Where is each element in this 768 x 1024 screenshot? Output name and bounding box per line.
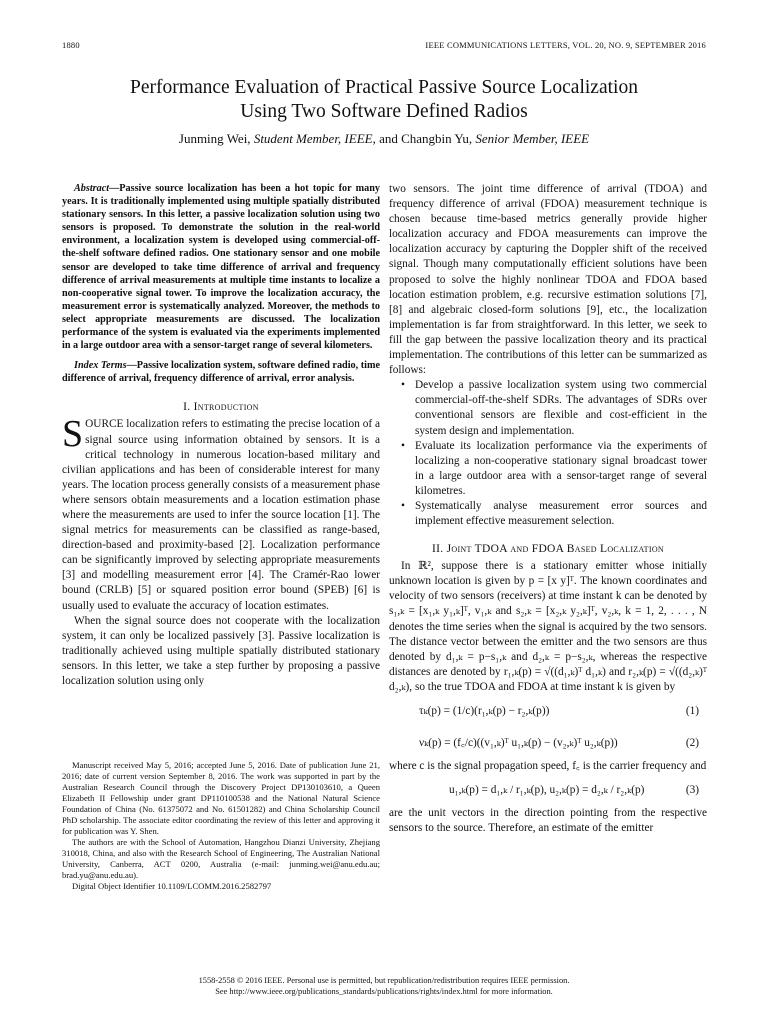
- right-paragraph-3: where c is the signal propagation speed, f꜀ is the carrier frequency and: [389, 760, 707, 772]
- title-line-1: Performance Evaluation of Practical Passive Source Localization: [130, 77, 638, 98]
- section-1-heading: I. Introduction: [183, 401, 259, 414]
- abstract: [62, 182, 380, 352]
- right-column: [389, 182, 707, 836]
- equation-1-number: (1): [685, 705, 699, 717]
- left-column: [62, 182, 380, 689]
- abstract-text: —Passive source localization has been a hot topic for many years. It is traditionally implemented using multiple spatially distributed stationary sensors. In this letter, a passive localization solution using two sensors is proposed. To demonstrate the solution in the real-world environment, a localization system is developed using commercial-off-the-shelf software defined radios. One stationary sensor and one mobile sensor are developed to take time difference of arrival and frequency difference of arrival measurements at multiple time instants to localize a non-cooperative signal tower. To improve the localization accuracy, the measurement error is systematically analyzed. Moreover, the methods to select appropriate measurements are discussed. The localization performance of the system is evaluated via the experiments implemented in a large outdoor area with a sensor-target range of several kilometers.: [62, 183, 380, 352]
- list-item: • Systematically analyse measurement error sources and implement effective measurement selection.: [399, 499, 707, 529]
- author-2-role: Senior Member, IEEE: [475, 131, 590, 146]
- equation-1: [389, 695, 707, 727]
- equation-3: [389, 774, 707, 806]
- list-item: • Evaluate its localization performance via the experiments of localizing a non-cooperative stationary signal broadcast tower in a large outdoor area with a sensor-target range of several kilometres.: [399, 439, 707, 499]
- author-conj: , and Changbin Yu,: [372, 131, 473, 146]
- footer-line-2: See http://www.ieee.org/publications_standards/publications/rights/index.html for more information.: [215, 987, 553, 996]
- equation-3-body: u₁,ₖ(p) = d₁,ₖ / r₁,ₖ(p), u₂,ₖ(p) = d₂,ₖ / r₂,ₖ(p): [449, 784, 645, 797]
- copyright-footer: [0, 975, 768, 997]
- title-line-2: Using Two Software Defined Radios: [240, 101, 528, 122]
- equation-2-body: νₖ(p) = (f꜀/c)((v₁,ₖ)ᵀ u₁,ₖ(p) − (v₂,ₖ)ᵀ u₂,ₖ(p)): [419, 737, 618, 749]
- equation-3-number: (3): [685, 784, 699, 797]
- intro-p1-text: OURCE localization refers to estimating the precise location of a signal source using information obtained by sensors. It is a critical technology in numerous location-based military and civilian applications and has been of considerable interest for many years. The location process generally consists of a measurement phase where sensors obtain measurements and a location estimation phase where the measurements are used to infer the source location [1]. The signal metrics for measurements can be classified as range-based, direction-based and proximity-based [2]. Localization performance can be significantly improved by selecting appropriate measurements [3] and modelling measurement error [4]. The Cramér-Rao lower bound (CRLB) [5] or squared position error bound (SPEB) [6] is usually used to evaluate the accuracy of location estimates.: [62, 418, 380, 612]
- drop-cap: S: [62, 413, 84, 456]
- footer-line-1: 1558-2558 © 2016 IEEE. Personal use is permitted, but republication/redistribution requires IEEE permission.: [198, 976, 570, 985]
- right-paragraph-1: two sensors. The joint time difference of arrival (TDOA) and frequency difference of arrival (FDOA) measurement technique is chosen because time-based metrics generally provide higher localization accuracy and FDOA measurements can improve the localization accuracy by capturing the Doppler shift of the received signal. Though many computationally efficient solutions have been proposed to solve the highly nonlinear TDOA and FDOA based location estimation problem, e.g. recursive estimation solutions [7], [8] and algebraic closed-form solutions [9], etc., the localization implementation is far from straightforward. In this letter, we seek to fill the gap between the passive localization theory and its practical implementation. The contributions of this letter can be summarized as follows:: [389, 183, 707, 377]
- footnote-manuscript: Manuscript received May 5, 2016; accepted June 5, 2016. Date of publication June 21, 2016; date of current version September 8, 2016. The work was supported in part by the Australian Research Council through the Discovery Project DP130103610, a Queen Elizabeth II Fellowship under grant DP110100538 and the National Natural Science Foundation of China (No. 61375072 and No. 61501282) and China Scholarship Council PhD scholarship. The associate editor coordinating the review of this letter and approving it for publication was Y. Shen.: [62, 760, 380, 836]
- contributions-list: [399, 378, 707, 529]
- index-terms-label: Index Terms: [74, 360, 127, 372]
- index-terms: [62, 359, 380, 385]
- equation-2-number: (2): [685, 737, 699, 749]
- intro-paragraph-2: When the signal source does not cooperate with the localization system, it can only be localized passively [3]. Passive localization is traditionally achieved using multiple spatially distributed stationary sensors. In this letter, we take a step further by proposing a passive localization solution using only: [62, 614, 380, 687]
- intro-paragraph-1: [62, 413, 380, 613]
- section-2-heading: II. Joint TDOA and FDOA Based Localization: [432, 543, 664, 556]
- footnote-doi: Digital Object Identifier 10.1109/LCOMM.2016.2582797: [72, 881, 272, 891]
- author-line: [0, 131, 768, 147]
- footnote: [62, 760, 380, 892]
- right-paragraph-2: In ℝ², suppose there is a stationary emitter whose initially unknown location is given by p = [x y]ᵀ. The known coordinates and velocity of two sensors (receivers) at time instant k can be denoted by s₁,ₖ = [x₁,ₖ y₁,ₖ]ᵀ, v₁,ₖ and s₂,ₖ = [x₂,ₖ y₂,ₖ]ᵀ, v₂,ₖ, k = 1, 2, . . . , N denotes the time series when the signal is acquired by the two sensors. The distance vector between the emitter and the two sensors are thus denoted by d₁,ₖ = p−s₁,ₖ and d₂,ₖ = p−s₂,ₖ, whereas the respective distances are denoted by r₁,ₖ(p) = √((d₁,ₖ)ᵀ d₁,ₖ) and r₂,ₖ(p) = √((d₂,ₖ)ᵀ d₂,ₖ), so the true TDOA and FDOA at time instant k is given by: [389, 560, 707, 693]
- journal-header: IEEE COMMUNICATIONS LETTERS, VOL. 20, NO. 9, SEPTEMBER 2016: [425, 40, 706, 50]
- list-item: • Develop a passive localization system using two commercial commercial-off-the-shelf SDRs. The advantages of SDRs over conventional sensors are flexible and cost-efficient in the system design and implementation.: [399, 378, 707, 438]
- page-number: 1880: [62, 40, 80, 50]
- abstract-label: Abstract: [74, 183, 110, 194]
- equation-1-body: τₖ(p) = (1/c)(r₁,ₖ(p) − r₂,ₖ(p)): [419, 705, 550, 717]
- index-terms-text: —Passive localization system, software defined radio, time difference of arrival, frequency difference of arrival, error analysis.: [62, 360, 380, 385]
- footnote-affiliation: The authors are with the School of Automation, Hangzhou Dianzi University, Zhejiang 310018, China, and also with the Research School of Engineering, The Australian National University, Canberra, ACT 0200, Australia (e-mail: junming.wei@anu.edu.au; brad.yu@anu.edu.au).: [62, 837, 380, 880]
- equation-2: [389, 727, 707, 759]
- author-1: Junming Wei,: [178, 131, 251, 146]
- right-paragraph-4: are the unit vectors in the direction pointing from the respective sensors to the source. Therefore, an estimate of the emitter: [389, 807, 707, 835]
- author-1-role: Student Member, IEEE: [253, 131, 373, 146]
- paper-title: [0, 76, 768, 124]
